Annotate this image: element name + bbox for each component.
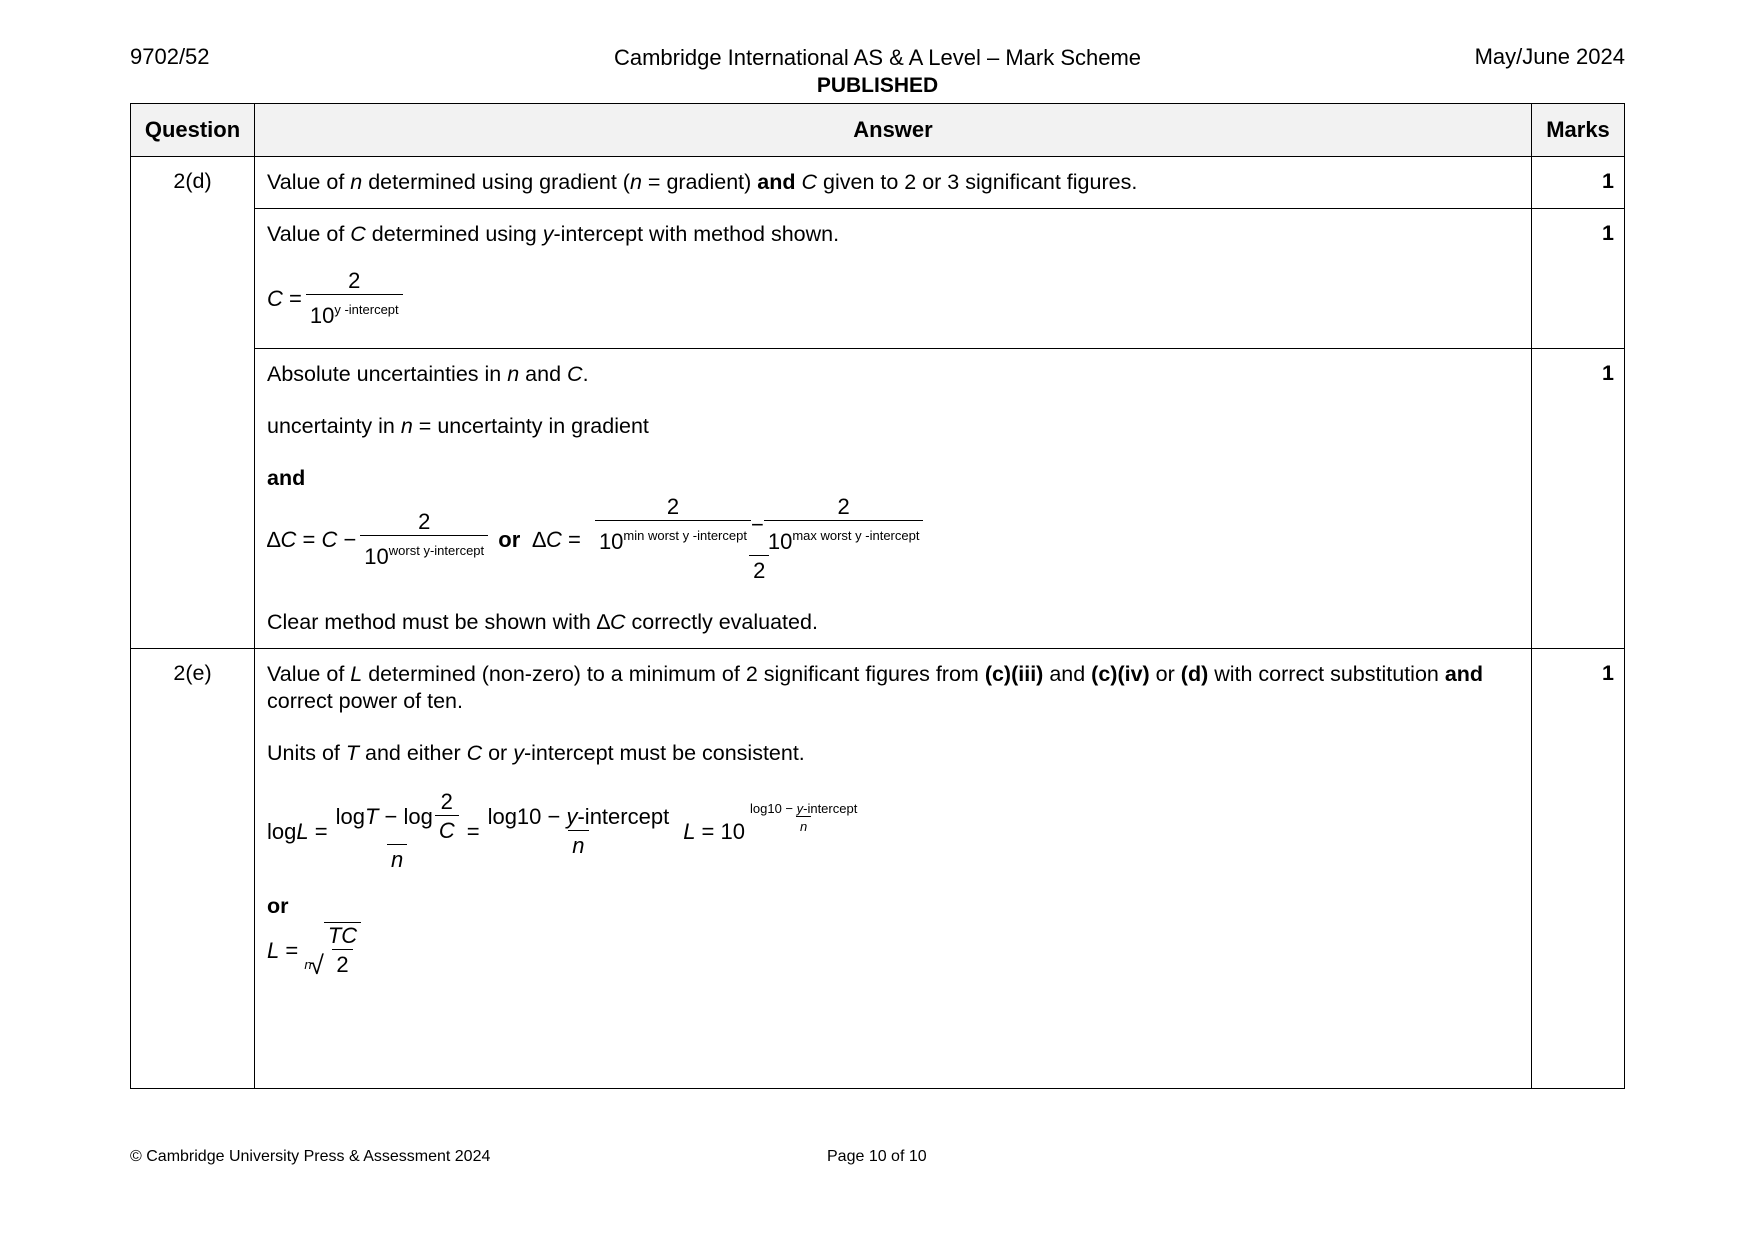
col-question-header: Question [131,104,255,157]
answer-text: n [400,414,413,438]
answer-text: given to 2 or 3 significant figures. [817,170,1138,194]
col-marks-header: Marks [1532,104,1625,157]
answer-text: C [609,610,626,634]
answer-text: with correct substitution [1208,662,1445,686]
or-label: or [267,894,289,918]
answer-text: Clear method must be shown with ∆ [267,610,610,634]
question-number: 2(d) [131,157,255,649]
answer-cell [255,649,1532,1089]
answer-text: L [350,662,363,686]
answer-cell [255,157,1532,209]
table-row [131,349,1625,649]
answer-text: correctly evaluated. [625,610,818,634]
answer-cell [255,349,1532,649]
col-answer-header: Answer [255,104,1532,157]
answer-text: y [513,741,524,765]
answer-text: correct power of ten. [267,689,463,713]
equation-l-power: L = 10 $\frac{\text{log10 − y-intercept}}{n}$ [683,800,858,844]
answer-text: or [482,741,514,765]
answer-text: or [1149,662,1181,686]
answer-text: C [567,362,583,386]
answer-text: C [466,741,483,765]
answer-text: and [519,362,568,386]
table-row [131,649,1625,1089]
answer-text: Absolute uncertainties in [267,362,508,386]
table-row [131,157,1625,209]
answer-text: n [629,170,642,194]
or-label: or [498,526,521,552]
marks-value: 1 [1532,157,1625,209]
paper-code: 9702/52 [130,44,210,69]
exam-session: May/June 2024 [1474,44,1625,69]
answer-text: determined using [365,222,543,246]
question-number: 2(e) [131,649,255,1089]
answer-text: T [345,741,360,765]
answer-text: . [582,362,589,386]
answer-text: determined using gradient ( [362,170,630,194]
answer-text: and [1043,662,1092,686]
answer-text: C [801,170,818,194]
equation-c-from-intercept: C = $\frac{2}{10^{y -intercept}}$ [267,268,407,329]
answer-text: Value of [267,170,351,194]
answer-text: (c)(iv) [1091,662,1150,686]
answer-text: and [267,466,306,490]
answer-cell [255,209,1532,349]
answer-text: (c)(iii) [984,662,1044,686]
answer-text: and either [359,741,467,765]
answer-text: -intercept with method shown. [553,222,840,246]
answer-text: -intercept must be consistent. [523,741,805,765]
marks-value: 1 [1532,349,1625,649]
answer-text: Value of [267,222,351,246]
copyright-notice: © Cambridge University Press & Assessment 2024 [130,1148,491,1165]
equation-log-l: log L = log T − log $\frac{2}{C}$ n = $\frac{\text{log10 − y-intercept}}{n}$ [267,789,670,872]
answer-text: and [757,170,796,194]
answer-text: n [350,170,363,194]
answer-text: (d) [1180,662,1209,686]
page-number: Page 10 of 10 [827,1148,927,1165]
answer-text: Units of [267,741,346,765]
answer-text: n [507,362,520,386]
table-row [131,209,1625,349]
mark-scheme-table [130,103,1625,1089]
document-title: Cambridge International AS & A Level – Mark Scheme [613,45,1142,70]
table-header-row [131,104,1625,157]
answer-text: determined (non-zero) to a minimum of 2 significant figures from [362,662,985,686]
answer-text: = uncertainty in gradient [412,414,649,438]
marks-value: 1 [1532,649,1625,1089]
answer-text: y [542,222,554,246]
answer-text: uncertainty in [267,414,401,438]
published-label: PUBLISHED [816,74,939,97]
marks-value: 1 [1532,209,1625,349]
equation-delta-c: ∆ C = C − $\frac{2}{10^{worst y-intercept}}$ or ∆ C = $\frac{2}{10^{min worst y -intercept}}$ − $\frac{2}{10^{max worst y -intercept}}$ 2 [267,494,931,584]
answer-text: and [1444,662,1484,686]
equation-l-root: L = n √ $\frac{TC}{2}$ [267,922,361,978]
answer-text: C [350,222,366,246]
answer-text: Value of [267,662,351,686]
answer-text: = gradient) [641,170,758,194]
